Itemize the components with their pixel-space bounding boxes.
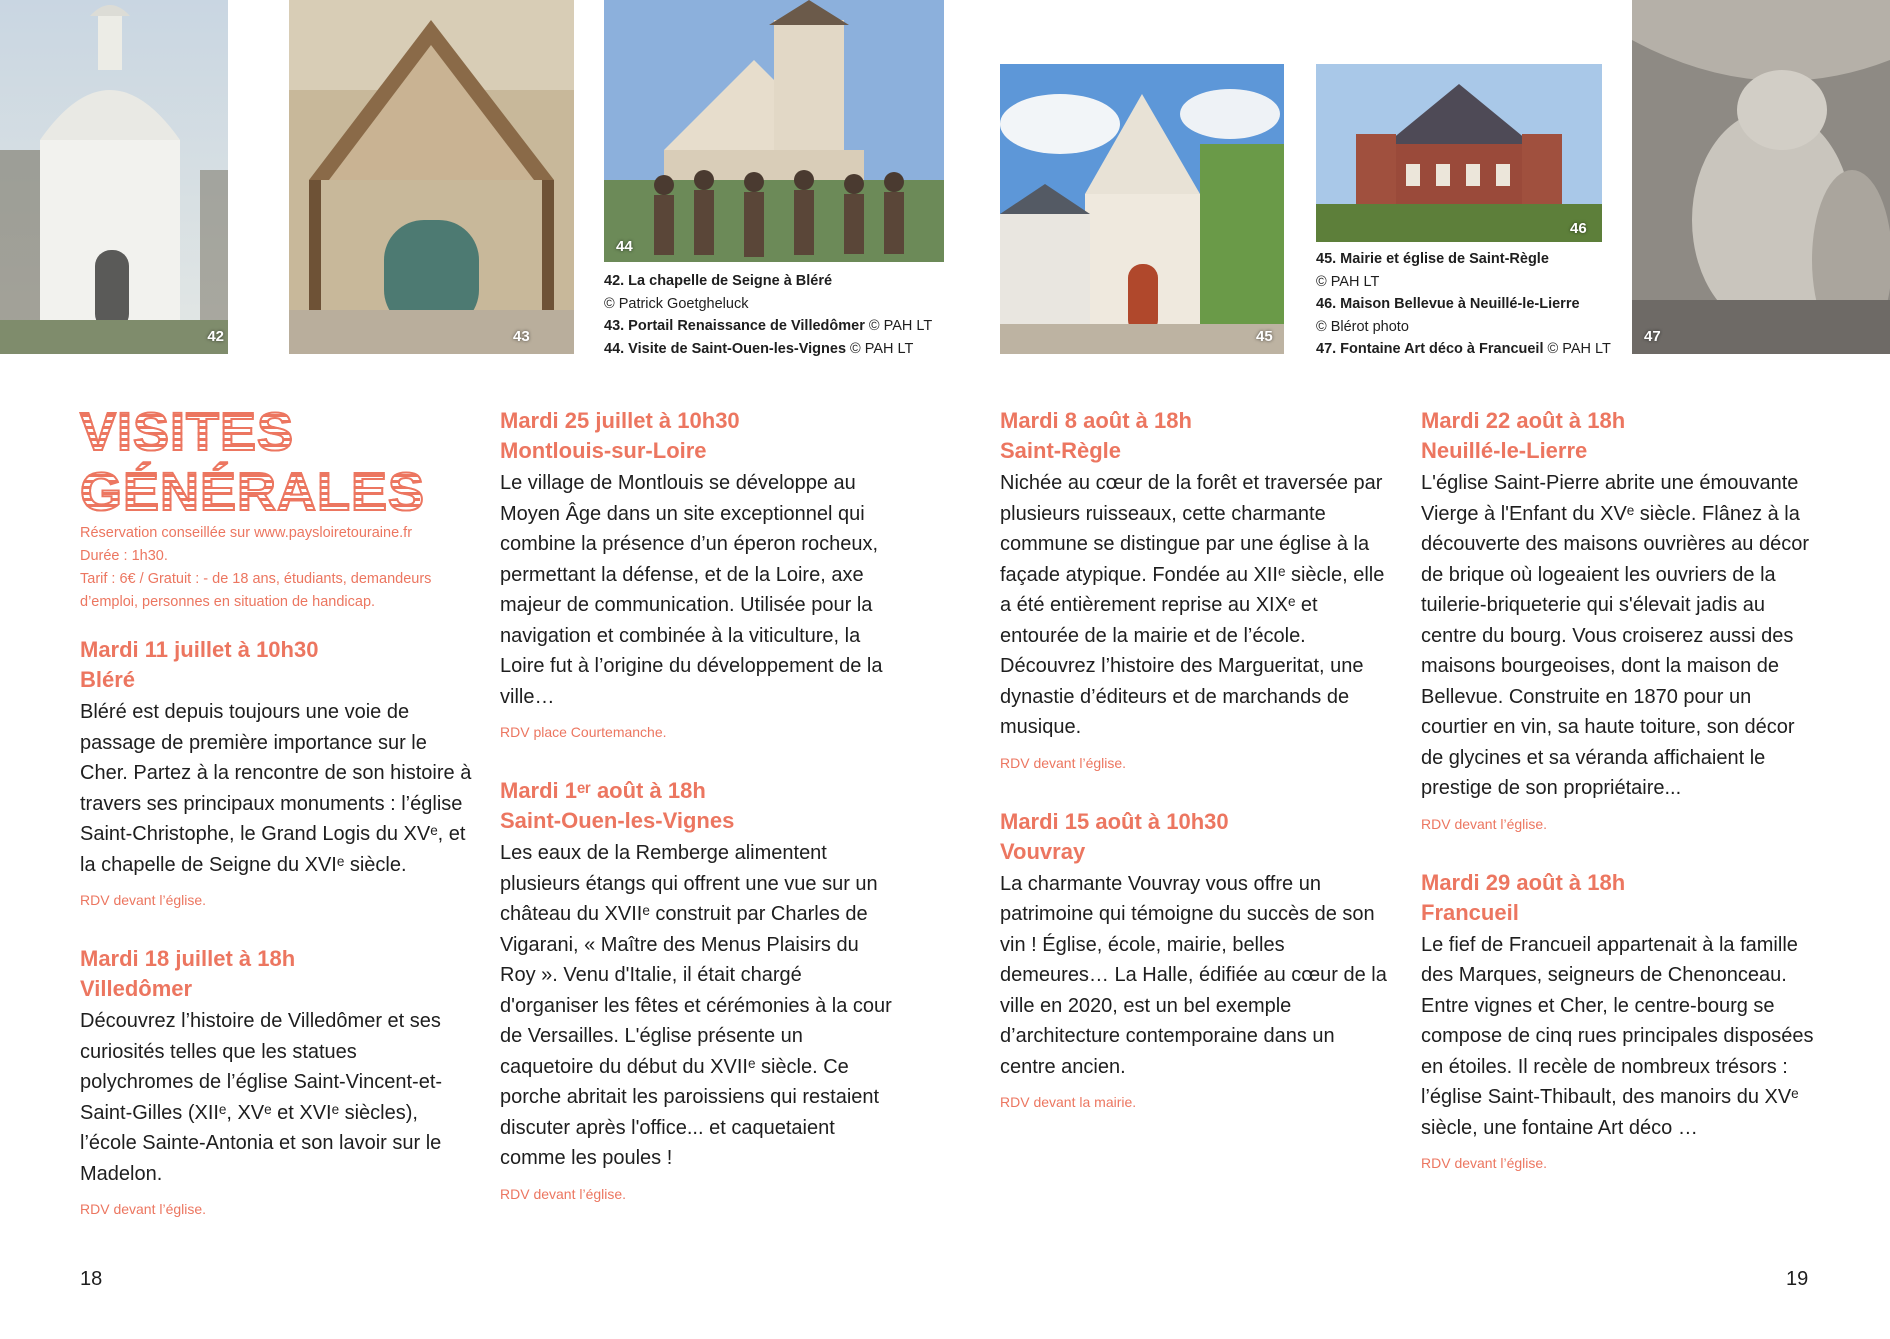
porch-image-icon [289,0,574,354]
tarif-text: Tarif : 6€ / Gratuit : - de 18 ans, étudiants, demandeurs d’emploi, personnes en situation de handicap. [80,571,432,610]
photo-fontaine-francueil [1632,0,1890,354]
caption-block-42-44 [604,270,944,360]
visit-date: Mardi 29 août à 18h [1421,869,1626,895]
section-intro [80,522,460,614]
visit-entry [1421,868,1816,1174]
visit-meeting-point: RDV devant l’église. [80,1201,207,1217]
caption-45-credit: © PAH LT [1316,273,1380,290]
church-image-icon [1000,64,1284,354]
visit-description: Les eaux de la Remberge alimentent plusieurs étangs qui offrent une vue sur un château du XVIIᵉ construit par Charles de Vigarani, « Maître des Menus Plaisirs du Roy ». Venu d'Italie, il était chargé d'organiser les fêtes et cérémonies à la cour de Versailles. L'église présente un caquetoire du début du XVIIᵉ siècle. Ce porche abritait les paroissiens qui restaient discuter après l'office... et caquetaient comme les poules ! [500,842,892,1169]
visit-entry [80,635,472,910]
visit-description: La charmante Vouvray vous offre un patrimoine qui témoigne du succès de son vin ! Église, école, mairie, belles demeures… La Halle, édifiée au cœur de la ville en 2020, est un bel exemple d’architecture contemporaine dans un centre ancien. [1000,872,1387,1078]
visit-meeting-point: RDV place Courtemanche. [500,724,667,740]
caption-45-title: 45. Mairie et église de Saint-Règle [1316,251,1549,267]
caption-42-title: 42. La chapelle de Seigne à Bléré [604,273,833,289]
caption-43-title: 43. Portail Renaissance de Villedômer [604,318,865,334]
visit-description: Le fief de Francueil appartenait à la famille des Marques, seigneurs de Chenonceau. Entre vignes et Cher, le centre-bourg se compose de cinq rues principales disposées en étoiles. Il recèle de nombreux trésors : l’église Saint-Thibault, des manoirs du XVᵉ siècle, une fontaine Art déco … [1421,933,1814,1139]
visit-description: Nichée au cœur de la forêt et traversée par plusieurs ruisseaux, cette charmante commune se distingue par une église à la façade atypique. Fondée au XIIᵉ siècle, elle a été entièrement reprise au XIXᵉ et entourée de la mairie et de l’école. Découvrez l’histoire des Margueritat, une dynastie d’éditeurs et de marchands de musique. [1000,472,1385,738]
visit-entry [1000,807,1395,1113]
visit-entry [500,406,895,742]
visit-meeting-point: RDV devant l’église. [1421,815,1548,832]
photo-maison-bellevue [1316,64,1602,242]
caption-block-45-47 [1316,248,1616,361]
visit-description: L'église Saint-Pierre abrite une émouvante Vierge à l'Enfant du XVᵉ siècle. Flânez à la découverte des maisons ouvrières au décor de brique où logeaient les ouvriers de la tuilerie-briqueterie qui s'élevait jadis au centre du bourg. Vous croiserez aussi des maisons bourgeoises, dont la maison de Bellevue. Construite en 1870 pour un courtier en vin, sa haute toiture, son décor de glycines et sa véranda affichaient le prestige de son propriétaire... [1421,472,1809,799]
visit-date: Mardi 18 juillet à 18h [80,946,296,971]
visit-meeting-point: RDV devant l’église. [500,1185,627,1202]
photo-saint-ouen [604,0,944,262]
caption-44-credit: © PAH LT [846,340,914,357]
visit-place: Saint-Ouen-les-Vignes [500,808,735,833]
visit-place: Bléré [80,667,136,692]
visit-entry [80,944,472,1219]
visit-place: Vouvray [1000,838,1086,864]
visit-date: Mardi 8 août à 18h [1000,408,1192,433]
visit-entry [1000,406,1395,773]
column-1 [80,635,472,1253]
visit-entry [500,776,895,1204]
photo-number: 44 [616,238,633,255]
column-2 [500,406,895,1238]
visit-meeting-point: RDV devant l’église. [80,892,207,908]
visit-place: Saint-Règle [1000,438,1122,463]
visit-description: Le village de Montlouis se développe au Moyen Âge dans un site exceptionnel qui combine la présence d’un éperon rocheux, permettant la défense, et de la Loire, axe majeur de communication. Utilisée pour la navigation et combinée à la viticulture, la Loire fut à l’origine du développement de la ville… [500,472,883,708]
section-title-line2: GÉNÉRALES [80,462,426,522]
photo-portail-villedomer [289,0,574,354]
caption-43-credit: © PAH LT [864,318,933,334]
caption-46-title: 46. Maison Bellevue à Neuillé-le-Lierre [1316,296,1580,312]
visit-meeting-point: RDV devant la mairie. [1000,1094,1137,1110]
reservation-text: Réservation conseillée sur www.paysloiretouraine.fr [80,525,413,541]
photo-number: 42 [207,328,224,345]
visit-date: Mardi 22 août à 18h [1421,408,1626,433]
section-title [80,402,426,522]
visit-date: Mardi 15 août à 10h30 [1000,808,1229,834]
caption-44-title: 44. Visite de Saint-Ouen-les-Vignes [604,340,847,357]
visit-place: Neuillé-le-Lierre [1421,438,1588,463]
visit-place: Montlouis-sur-Loire [500,438,707,463]
page-number-left: 18 [80,1268,103,1290]
section-title-line1: VISITES [80,402,420,462]
page-number-right: 19 [1786,1268,1809,1290]
caption-47-credit: © PAH LT [1543,341,1611,357]
visit-place: Villedômer [80,976,193,1001]
visit-entry [1421,406,1816,834]
photo-saint-regle [1000,64,1284,354]
photo-number: 45 [1256,328,1273,345]
caption-47-title: 47. Fontaine Art déco à Francueil [1316,341,1544,357]
column-4 [1421,406,1816,1207]
photo-chapelle-seigne [0,0,228,354]
caption-42-credit: © Patrick Goetgheluck [604,295,749,312]
visit-description: Découvrez l’histoire de Villedômer et ses curiosités telles que les statues polychromes de l’église Saint-Vincent-et-Saint-Gilles (XIIᵉ, XVᵉ et XVIᵉ siècles), l’école Sainte-Antonia et son lavoir sur le Madelon. [80,1010,443,1185]
photo-number: 46 [1570,220,1587,237]
house-image-icon [1316,64,1602,242]
chapel-image-icon [0,0,228,354]
visit-description: Bléré est depuis toujours une voie de passage de première importance sur le Cher. Partez à la rencontre de son histoire à travers ses principaux monuments : l’église Saint-Christophe, le Grand Logis du XVᵉ, et la chapelle de Seigne du XVIᵉ siècle. [80,701,472,876]
visit-place: Francueil [1421,899,1519,925]
duration-text: Durée : 1h30. [80,548,168,564]
group-visit-image-icon [604,0,944,262]
photo-number: 43 [513,328,530,345]
column-3 [1000,406,1395,1146]
visit-meeting-point: RDV devant l’église. [1421,1155,1548,1171]
caption-46-credit: © Blérot photo [1316,318,1409,335]
visit-meeting-point: RDV devant l’église. [1000,754,1127,771]
fountain-image-icon [1632,0,1890,354]
visit-date: Mardi 25 juillet à 10h30 [500,408,740,433]
visit-date: Mardi 11 juillet à 10h30 [80,637,319,662]
visit-date: Mardi 1ᵉʳ août à 18h [500,778,706,803]
photo-number: 47 [1644,328,1661,345]
